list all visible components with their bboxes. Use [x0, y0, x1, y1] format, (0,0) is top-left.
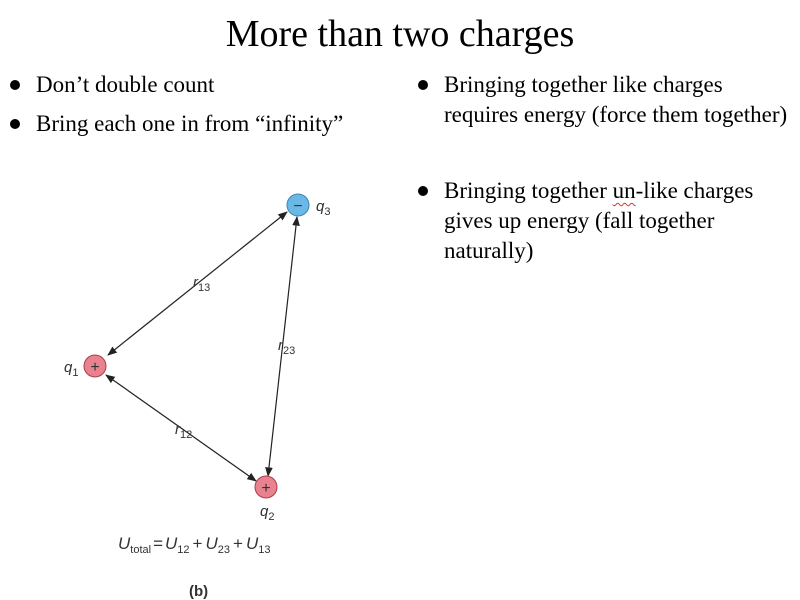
- bullet-text: Bring each one in from “infinity”: [36, 111, 344, 136]
- slide-title: More than two charges: [225, 13, 575, 55]
- spellcheck-flagged-word: un: [612, 178, 636, 203]
- charge-q1-label: $q_1$: [64, 359, 79, 379]
- charge-q2-label: $q_2$: [260, 503, 275, 523]
- charge-q1-sign: +: [90, 359, 100, 376]
- charge-q3-sign: −: [293, 198, 303, 215]
- bullet-text-part: Bringing together: [444, 178, 613, 203]
- r12-line: [106, 375, 256, 481]
- charge-q1: [64, 355, 106, 379]
- charge-q3-label: $q_3$: [316, 198, 331, 218]
- r23-label: $r_{23}$: [278, 337, 296, 357]
- r12-label: $r_{12}$: [175, 421, 193, 441]
- bullet-text-part: -like charges gives up energy (fall together naturally): [444, 178, 754, 263]
- charge-q2-sign: +: [261, 480, 271, 497]
- energy-equation: $U_{total} = U_{12} + U_{23} + U_{13}$: [118, 534, 271, 556]
- bullet-text: Don’t double count: [36, 72, 215, 97]
- figure-panel-label: (b): [189, 583, 209, 600]
- charge-q3: [287, 194, 330, 218]
- r13-label: $r_{13}$: [193, 274, 211, 294]
- charge-q2: [255, 476, 277, 523]
- bullet-text: Bringing together like charges requires energy (force them together): [444, 72, 788, 127]
